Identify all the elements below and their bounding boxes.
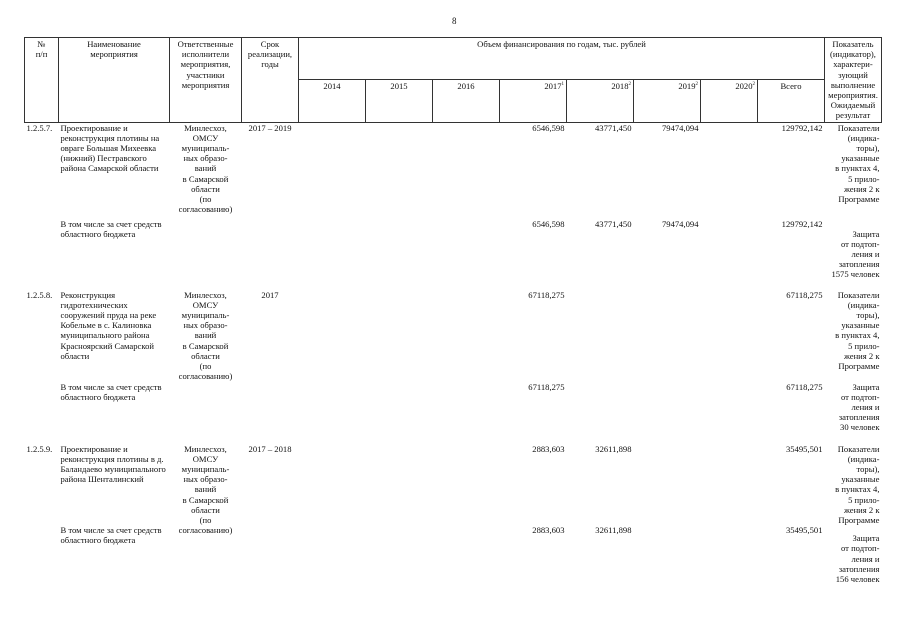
row-executors: Минлесхоз, ОМСУ муниципаль- ных образо- ваний в Самарской области (по согласованию) [178, 122, 233, 215]
row-num: 1.2.5.9. [26, 443, 53, 454]
table-subrow [25, 382, 882, 434]
total-cell: 129792,142 [781, 122, 823, 133]
row-result: Защита от подтоп- ления и затопления 1575 человек [831, 228, 880, 280]
row-num: 1.2.5.8. [26, 289, 53, 300]
value-cell: 2883,603 [532, 525, 565, 536]
header-funding: Объем финансирования по годам, тыс. рублей [477, 39, 646, 49]
row-name: Реконструкция гидротехнических сооружений пруда на реке Кобельме в с. Калиновка муниципального района Красноярский Самарской области [60, 289, 157, 361]
row-executors: Минлесхоз, ОМСУ муниципаль- ных образо- ваний в Самарской области (по согласованию) [178, 443, 233, 536]
value-cell [701, 122, 758, 219]
value-cell [299, 122, 366, 219]
row-term: 2017 – 2019 [248, 122, 292, 133]
funding-table [24, 37, 882, 585]
table-subrow [25, 525, 882, 585]
page-number: 8 [452, 16, 457, 26]
table-row [25, 122, 882, 219]
table-row [25, 290, 882, 382]
value-cell: 79474,094 [661, 122, 699, 133]
value-cell: 43771,450 [594, 218, 632, 229]
row-result: Защита от подтоп- ления и затопления 30 человек [838, 381, 880, 433]
value-cell: 32611,898 [595, 525, 632, 536]
value-cell [433, 122, 500, 219]
value-cell: 6546,598 [532, 218, 565, 229]
row-indicator: Показатели (индика- торы), указанные в пунктах 4, 5 прило- жения 2 к Программе [835, 443, 880, 526]
row-subname: В том числе за счет средств областного бюджета [60, 525, 162, 546]
total-cell: 35495,501 [785, 525, 823, 536]
year-header: 2020$^2$ [701, 80, 758, 122]
value-cell: 2883,603 [532, 443, 565, 454]
table-row [25, 444, 882, 526]
row-subname: В том числе за счет средств областного бюджета [60, 218, 162, 239]
value-cell: 79474,094 [661, 218, 699, 229]
year-header: 2018$^2$ [567, 80, 634, 122]
year-header: 2017$^1$ [500, 80, 567, 122]
year-header: 2016 [433, 80, 500, 122]
total-cell: 35495,501 [785, 443, 823, 454]
value-cell [366, 122, 433, 219]
value-cell: 43771,450 [594, 122, 632, 133]
row-name: Проектирование и реконструкция плотины на овраге Большая Михеевка (нижний) Пестравского района Самарской области [60, 122, 160, 174]
row-name: Проектирование и реконструкция плотины в д. Баландаево муниципального района Шенталинский [60, 443, 166, 485]
header-num: № п/п [35, 39, 48, 60]
value-cell: 32611,898 [595, 443, 632, 454]
row-term: 2017 – 2018 [248, 443, 292, 454]
table-header [25, 38, 882, 123]
table-subrow [25, 219, 882, 280]
total-cell: 129792,142 [781, 218, 823, 229]
row-subname: В том числе за счет средств областного бюджета [60, 381, 162, 402]
row-result: Защита от подтоп- ления и затопления 156 человек [835, 533, 880, 585]
row-indicator: Показатели (индика- торы), указанные в пунктах 4, 5 прило- жения 2 к Программе [835, 122, 880, 205]
total-cell: 67118,275 [786, 289, 823, 300]
year-header: 2019$^2$ [634, 80, 701, 122]
year-header: 2014 [299, 80, 366, 122]
total-header: Всего [758, 80, 825, 122]
row-indicator: Показатели (индика- торы), указанные в пунктах 4, 5 прило- жения 2 к Программе [835, 289, 880, 372]
header-term: Срок реализации, годы [247, 39, 293, 70]
total-cell: 67118,275 [786, 381, 823, 392]
row-term: 2017 [261, 289, 279, 300]
value-cell: 6546,598 [532, 122, 565, 133]
row-num: 1.2.5.7. [26, 122, 53, 133]
row-executors: Минлесхоз, ОМСУ муниципаль- ных образо- ваний в Самарской области (по согласованию) [178, 289, 233, 382]
header-name: Наименование мероприятия [87, 39, 141, 60]
header-indicator: Показатель (индикатор), характери- зующий выполнение мероприятия. Ожидаемый результат [828, 39, 878, 121]
header-executors: Ответственные исполнители мероприятия, участники мероприятия [177, 39, 234, 90]
value-cell: 67118,275 [528, 289, 565, 300]
year-header: 2015 [366, 80, 433, 122]
value-cell: 67118,275 [528, 381, 565, 392]
